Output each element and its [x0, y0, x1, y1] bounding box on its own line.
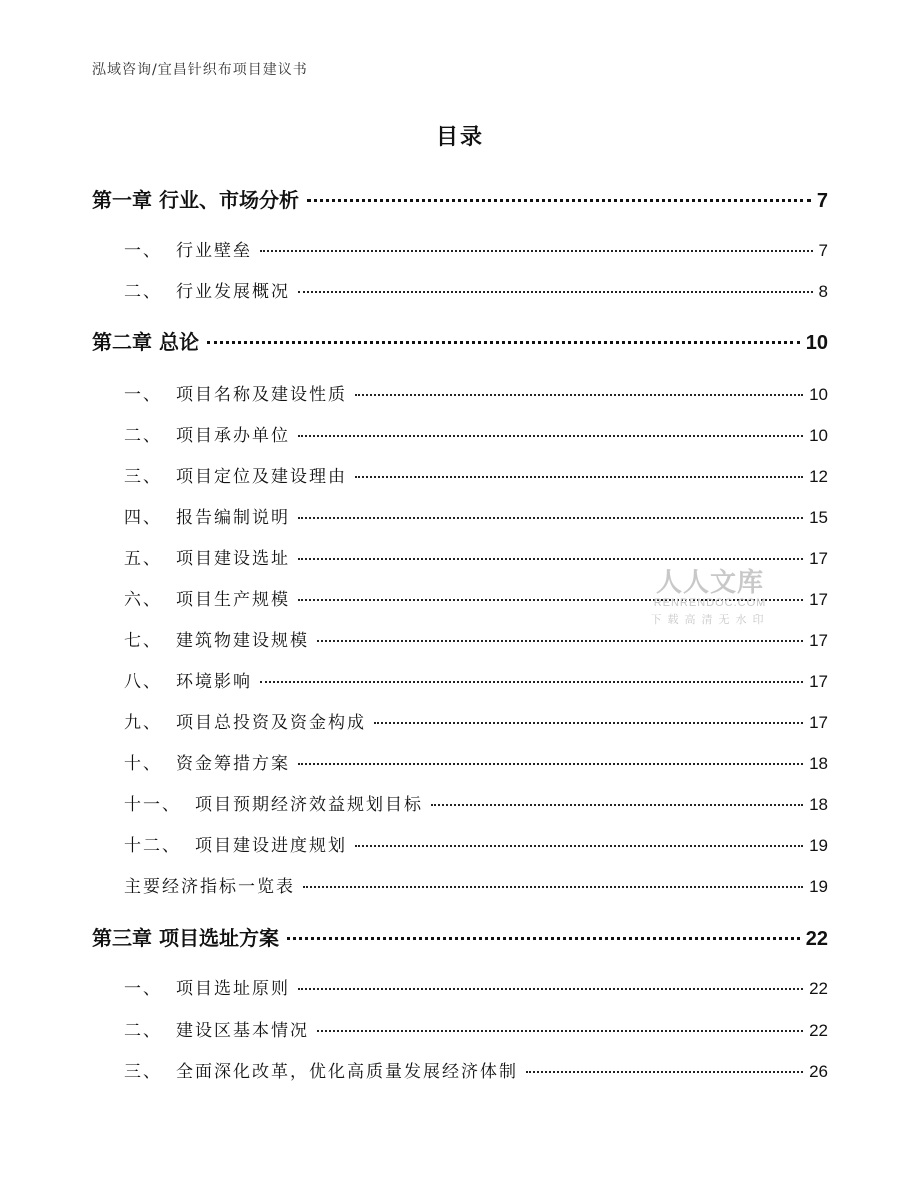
toc-entry-number: 八、	[124, 672, 162, 692]
toc-chapter-entry[interactable]	[92, 184, 828, 213]
toc-entry-text: 项目定位及建设理由	[176, 467, 347, 487]
toc-entry-label	[124, 1016, 313, 1041]
toc-entry-label	[124, 974, 294, 999]
dot-leader	[260, 250, 813, 252]
toc-entry-label	[124, 421, 294, 446]
toc-entry-label	[124, 236, 256, 261]
toc-entry-text: 第三章 项目选址方案	[92, 926, 279, 950]
toc-section-entry[interactable]	[124, 790, 828, 815]
toc-entry-text: 行业发展概况	[176, 282, 290, 302]
toc-entry-text: 项目生产规模	[176, 590, 290, 610]
toc-entry-label	[124, 380, 351, 405]
toc-entry-number: 四、	[124, 508, 162, 528]
toc-page-number: 10	[809, 426, 828, 445]
dot-leader	[355, 394, 803, 396]
toc-entry-label	[124, 626, 313, 651]
toc-section-entry[interactable]	[124, 626, 828, 651]
toc-page-number: 12	[809, 467, 828, 486]
toc-entry-label	[124, 790, 427, 815]
toc-section-entry[interactable]	[124, 503, 828, 528]
toc-entry-number: 十、	[124, 754, 162, 774]
toc-section-entry[interactable]	[124, 974, 828, 999]
dot-leader	[526, 1071, 803, 1073]
toc-entry-text: 项目名称及建设性质	[176, 385, 347, 405]
toc-title: 目录	[435, 125, 484, 150]
toc-section-entry[interactable]	[124, 277, 828, 302]
toc-entry-number: 三、	[124, 467, 162, 487]
toc-entry-text: 建筑物建设规模	[176, 631, 309, 651]
toc-entry-number: 五、	[124, 549, 162, 569]
dot-leader	[298, 517, 803, 519]
toc-page-number: 17	[809, 631, 828, 650]
toc-page-number: 7	[818, 241, 828, 260]
toc-entry-text: 环境影响	[176, 672, 252, 692]
toc-entry-label	[124, 503, 294, 528]
toc-page-number: 22	[805, 928, 828, 950]
dot-leader	[307, 199, 811, 202]
toc-entry-number: 七、	[124, 631, 162, 651]
toc-page-number: 22	[809, 979, 828, 998]
toc-entry-text: 第二章 总论	[92, 330, 199, 354]
toc-section-entry[interactable]	[124, 749, 828, 774]
watermark-logo-text: 人人文库	[655, 568, 764, 598]
dot-leader	[355, 845, 803, 847]
toc-entry-label	[124, 872, 299, 897]
toc-page-number: 10	[805, 332, 828, 354]
toc-entry-number: 二、	[124, 282, 162, 302]
toc-entry-text: 第一章 行业、市场分析	[92, 188, 299, 212]
dot-leader	[298, 435, 803, 437]
dot-leader	[207, 341, 800, 344]
toc-entry-number: 六、	[124, 590, 162, 610]
toc-page-number: 19	[809, 877, 828, 896]
running-header: 泓域咨询/宜昌针织布项目建议书	[92, 62, 308, 78]
dot-leader	[298, 558, 803, 560]
toc-page-number: 10	[809, 385, 828, 404]
dot-leader	[431, 804, 803, 806]
toc-section-entry[interactable]	[124, 380, 828, 405]
toc-page-number: 22	[809, 1021, 828, 1040]
toc-entry-number: 二、	[124, 1021, 162, 1041]
watermark-subtitle: 下载高清无水印	[650, 613, 770, 626]
toc-entry-text: 行业壁垒	[176, 241, 252, 261]
toc-section-entry[interactable]	[124, 1057, 828, 1082]
toc-entry-text: 建设区基本情况	[176, 1021, 309, 1041]
toc-page-number: 15	[809, 508, 828, 527]
toc-entry-label	[124, 831, 351, 856]
toc-page-number: 19	[809, 836, 828, 855]
toc-entry-number: 二、	[124, 426, 162, 446]
dot-leader	[298, 763, 803, 765]
toc-entry-number: 三、	[124, 1062, 162, 1082]
toc-entry-label	[92, 184, 303, 213]
dot-leader	[317, 640, 803, 642]
toc-section-entry[interactable]	[124, 462, 828, 487]
dot-leader	[355, 476, 803, 478]
toc-entry-text: 项目承办单位	[176, 426, 290, 446]
toc-entry-number: 九、	[124, 713, 162, 733]
toc-entry-label	[124, 749, 294, 774]
toc-page-number: 18	[809, 754, 828, 773]
toc-page-number: 17	[809, 590, 828, 609]
dot-leader	[303, 886, 803, 888]
toc-entry-text: 全面深化改革，优化高质量发展经济体制	[176, 1062, 518, 1082]
toc-section-entry[interactable]	[124, 872, 828, 897]
toc-entry-number: 十一、	[124, 795, 181, 815]
toc-chapter-entry[interactable]	[92, 326, 828, 355]
watermark-url: RENRENDOC.COM	[653, 597, 767, 609]
dot-leader	[260, 681, 803, 683]
toc-entry-text: 报告编制说明	[176, 508, 290, 528]
toc-entry-number: 一、	[124, 979, 162, 999]
toc-page-number: 17	[809, 672, 828, 691]
toc-section-entry[interactable]	[124, 708, 828, 733]
toc-page-number: 8	[818, 282, 828, 301]
toc-page-number: 17	[809, 549, 828, 568]
toc-entry-number: 一、	[124, 385, 162, 405]
toc-entry-number: 一、	[124, 241, 162, 261]
toc-section-entry[interactable]	[124, 667, 828, 692]
dot-leader	[298, 988, 803, 990]
toc-entry-label	[124, 667, 256, 692]
toc-entry-label	[124, 708, 370, 733]
toc-entry-text: 项目选址原则	[176, 979, 290, 999]
toc-entry-label	[124, 544, 294, 569]
toc-entry-text: 资金筹措方案	[176, 754, 290, 774]
toc-entry-text: 项目预期经济效益规划目标	[195, 795, 423, 815]
dot-leader	[374, 722, 803, 724]
toc-page-number: 26	[809, 1062, 828, 1081]
toc-entry-text: 项目总投资及资金构成	[176, 713, 366, 733]
toc-section-entry[interactable]	[124, 236, 828, 261]
toc-page-number: 17	[809, 713, 828, 732]
toc-chapter-entry[interactable]	[92, 922, 828, 951]
toc-entry-label	[92, 922, 283, 951]
toc-section-entry[interactable]	[124, 831, 828, 856]
toc-entry-text: 项目建设进度规划	[195, 836, 347, 856]
toc-entry-text: 项目建设选址	[176, 549, 290, 569]
toc-entry-label	[124, 1057, 522, 1082]
toc-entry-text: 主要经济指标一览表	[124, 877, 295, 897]
toc-page-number: 7	[816, 190, 828, 212]
watermark	[640, 562, 780, 627]
toc-entry-number: 十二、	[124, 836, 181, 856]
dot-leader	[287, 937, 800, 940]
toc-entry-label	[124, 277, 294, 302]
toc-page-number: 18	[809, 795, 828, 814]
toc-entry-label	[124, 585, 294, 610]
toc-entry-label	[124, 462, 351, 487]
toc-entry-label	[92, 326, 203, 355]
toc-section-entry[interactable]	[124, 421, 828, 446]
toc-section-entry[interactable]	[124, 1016, 828, 1041]
dot-leader	[317, 1030, 803, 1032]
dot-leader	[298, 291, 813, 293]
